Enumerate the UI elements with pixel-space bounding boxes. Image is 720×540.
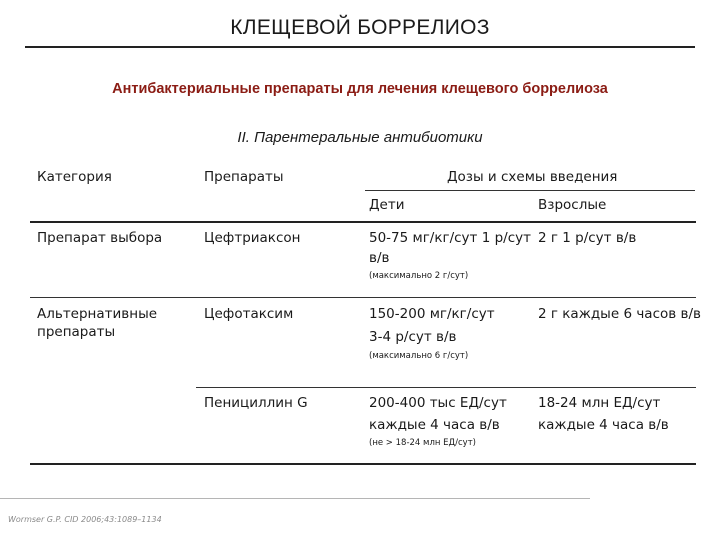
row1-children-dose: 50-75 мг/кг/сут 1 р/сут xyxy=(369,230,531,246)
row1-adults-dose: 2 г 1 р/сут в/в xyxy=(538,230,637,246)
row1-children-route: в/в xyxy=(369,250,390,266)
row3-children-route: каждые 4 часа в/в xyxy=(369,417,500,433)
citation: Wormser G.P. CID 2006;43:1089–1134 xyxy=(8,515,162,524)
row2-children-dose: 150-200 мг/кг/сут xyxy=(369,306,495,322)
footer-rule xyxy=(0,498,590,499)
row3-children-dose: 200-400 тыс ЕД/сут xyxy=(369,395,507,411)
row1-category: Препарат выбора xyxy=(37,230,163,246)
header-bottom-rule xyxy=(30,221,696,223)
header-drugs: Препараты xyxy=(204,169,284,185)
doses-subheader-divider xyxy=(365,190,695,191)
header-category: Категория xyxy=(37,169,112,185)
row2-drug: Цефотаксим xyxy=(204,306,294,322)
row2-adults-dose: 2 г каждые 6 часов в/в xyxy=(538,306,701,322)
row3-adults-route: каждые 4 часа в/в xyxy=(538,417,669,433)
row1-children-note: (максимально 2 г/сут) xyxy=(369,271,469,281)
row1-bottom-rule xyxy=(30,297,696,298)
slide-subtitle: Антибактериальные препараты для лечения клещевого боррелиоза xyxy=(112,81,608,97)
row2-category-line1: Альтернативные xyxy=(37,306,158,322)
row2-children-note: (максимально 6 г/сут) xyxy=(369,351,469,361)
row2-category-line2: препараты xyxy=(37,324,116,340)
header-children: Дети xyxy=(369,197,405,213)
row3-drug: Пенициллин G xyxy=(204,395,308,411)
header-adults: Взрослые xyxy=(538,197,607,213)
row2-bottom-rule xyxy=(196,387,696,388)
row3-children-note: (не > 18-24 млн ЕД/сут) xyxy=(369,438,476,448)
row3-adults-dose: 18-24 млн ЕД/сут xyxy=(538,395,661,411)
header-doses: Дозы и схемы введения xyxy=(447,169,618,185)
row1-drug: Цефтриаксон xyxy=(204,230,301,246)
row2-children-route: 3-4 р/сут в/в xyxy=(369,329,457,345)
table-bottom-rule xyxy=(30,463,696,465)
section-heading: II. Парентеральные антибиотики xyxy=(237,129,483,146)
title-underline xyxy=(25,46,695,48)
page-title: КЛЕЩЕВОЙ БОРРЕЛИОЗ xyxy=(230,16,490,39)
